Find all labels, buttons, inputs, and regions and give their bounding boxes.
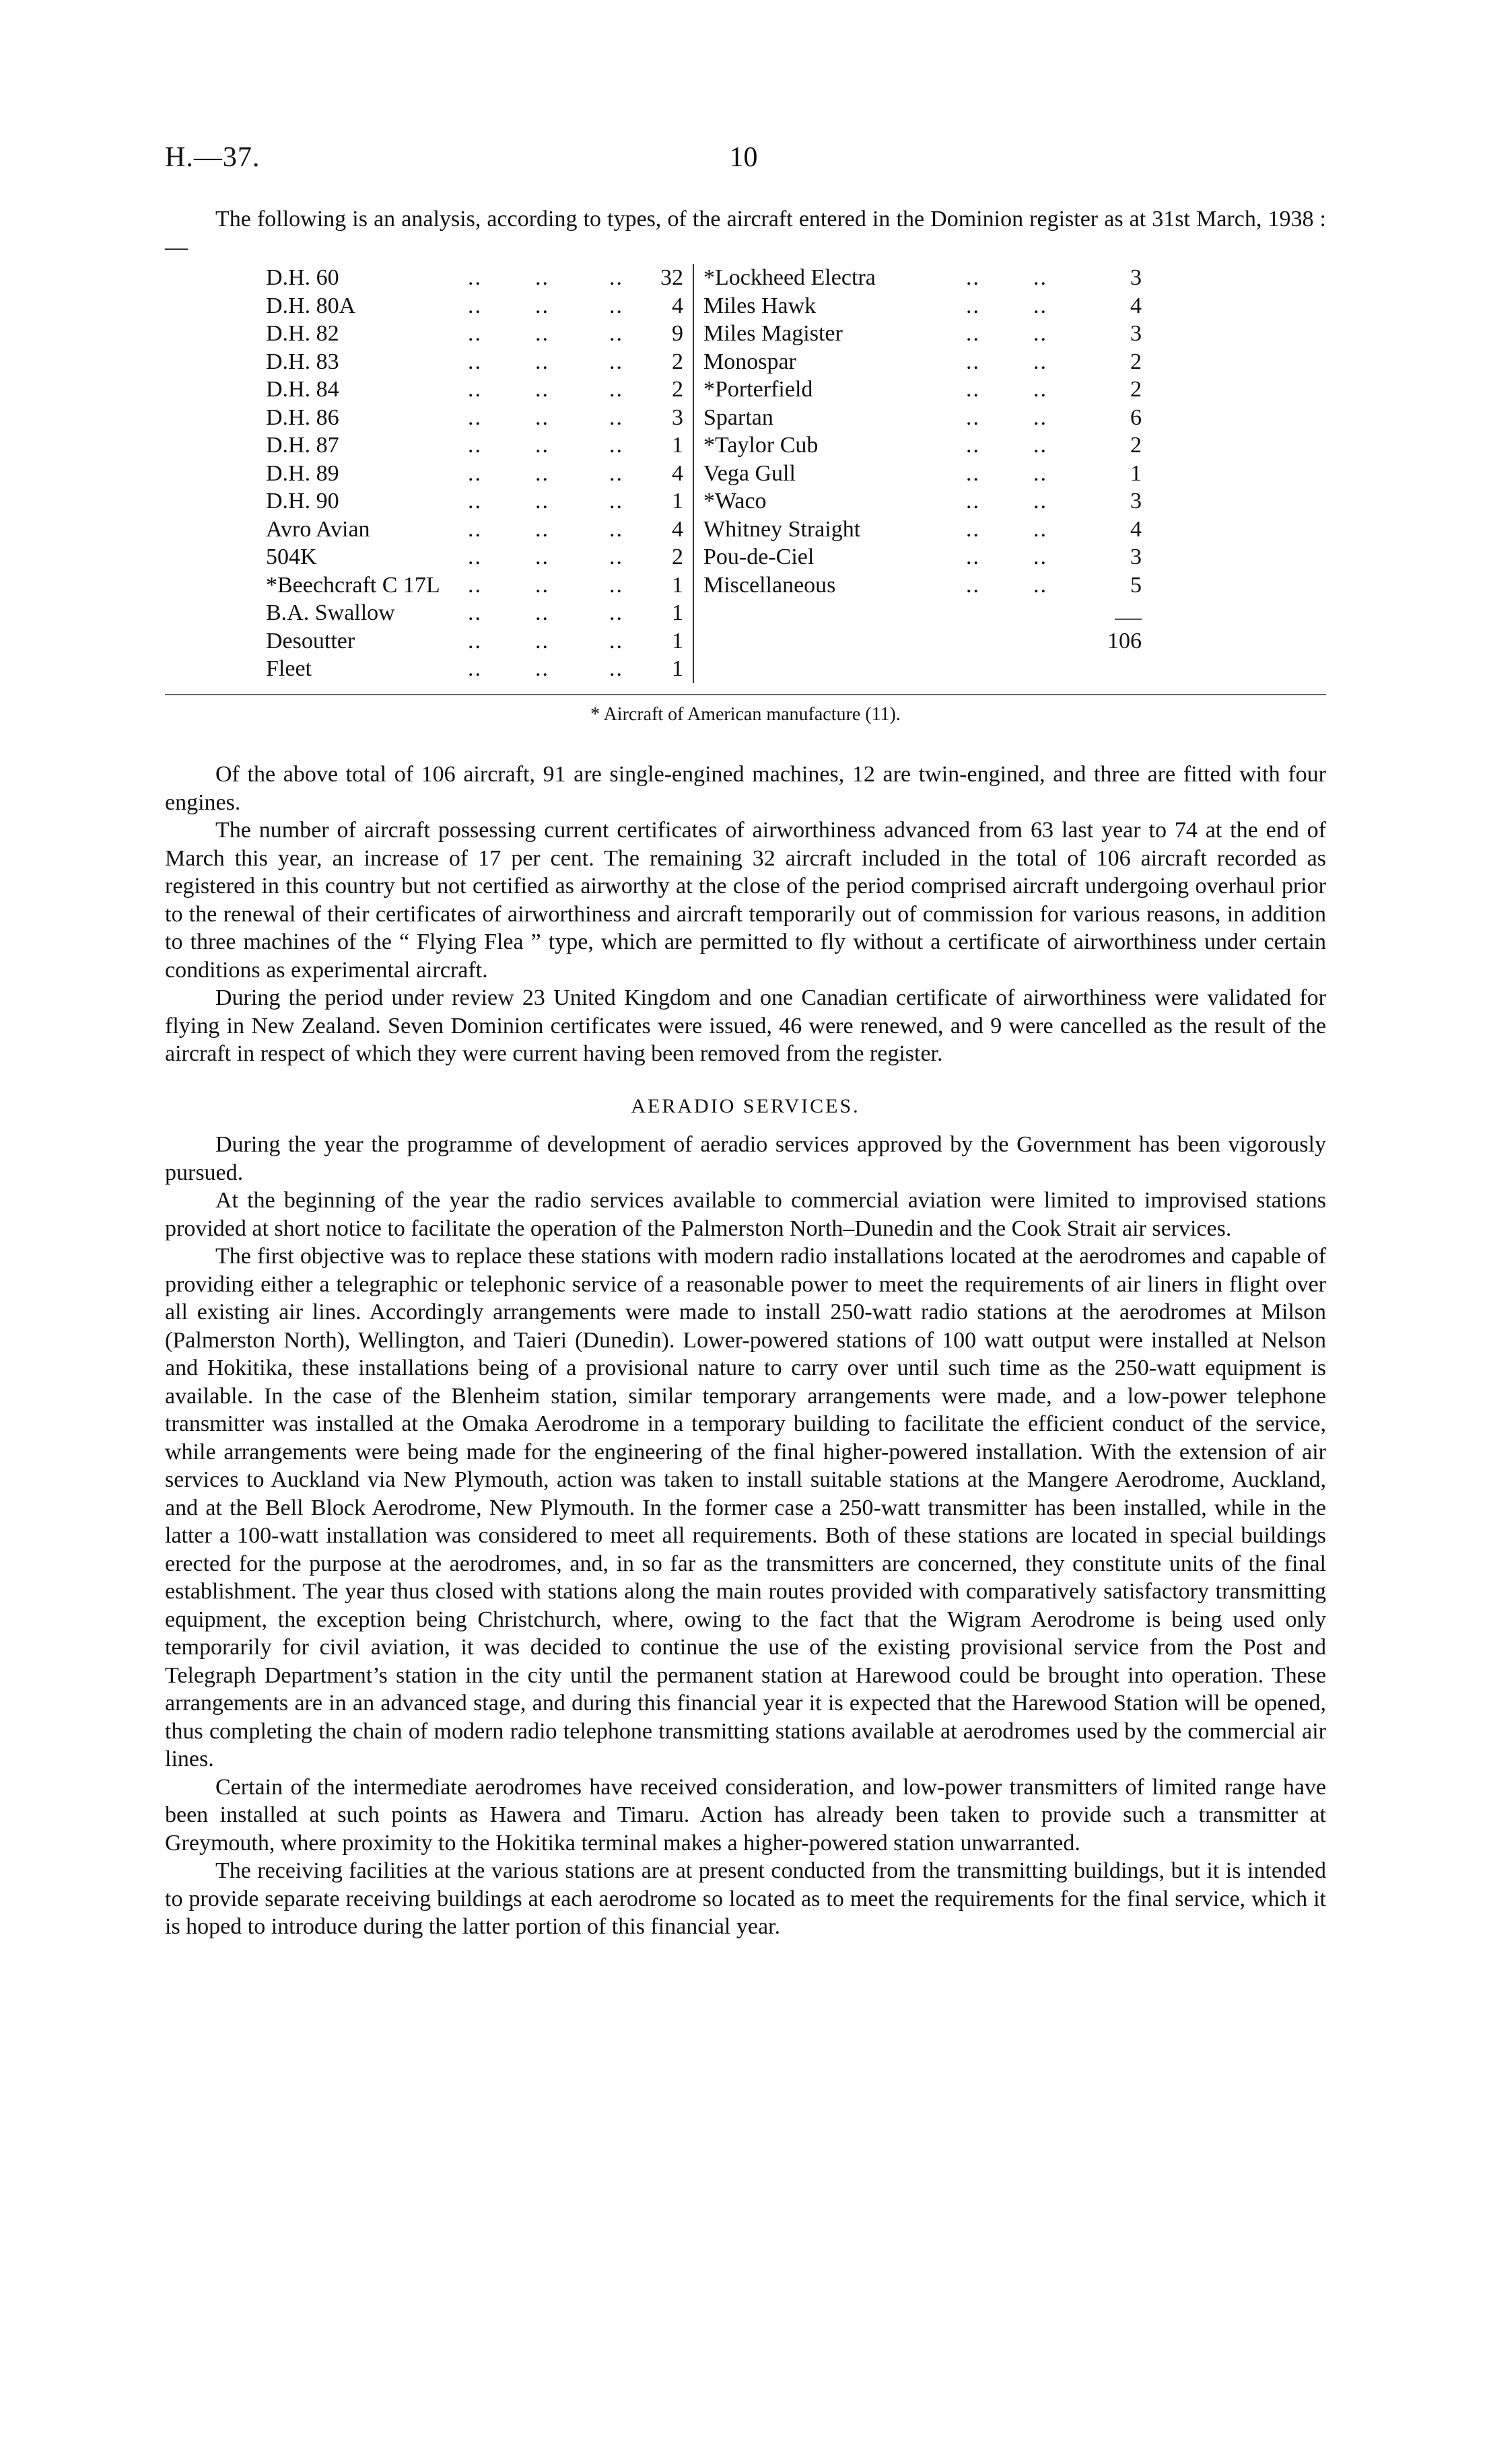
leader-dots: .. bbox=[468, 628, 482, 654]
aircraft-type: D.H. 82 bbox=[266, 321, 339, 346]
leader-dots: .. bbox=[1033, 404, 1047, 430]
leader-dots: .. bbox=[535, 628, 549, 654]
aircraft-count: 4 bbox=[672, 516, 683, 542]
page-number: 10 bbox=[729, 142, 758, 173]
aircraft-count: 1 bbox=[672, 433, 683, 458]
leader-dots: .. bbox=[609, 516, 623, 542]
aircraft-count: 3 bbox=[1130, 544, 1142, 569]
column-separator bbox=[693, 264, 703, 292]
table-row bbox=[266, 431, 1142, 460]
leader-dots: .. bbox=[966, 265, 980, 290]
table-row bbox=[266, 627, 1142, 656]
leader-dots: .. bbox=[1033, 516, 1047, 542]
aircraft-count: 4 bbox=[1130, 516, 1142, 542]
body-paragraph: Of the above total of 106 aircraft, 91 are single-engined machines, 12 are twin-engined, and three are fitted with four engines. bbox=[165, 762, 1326, 815]
leader-dots: .. bbox=[1033, 377, 1047, 402]
aircraft-type: D.H. 86 bbox=[266, 404, 339, 430]
aircraft-count: 1 bbox=[672, 656, 683, 681]
leader-dots: .. bbox=[468, 460, 482, 486]
leader-dots: .. bbox=[609, 656, 623, 681]
leader-dots: .. bbox=[966, 404, 980, 430]
aircraft-count: 4 bbox=[672, 293, 683, 318]
leader-dots: .. bbox=[966, 349, 980, 374]
aircraft-types-table bbox=[266, 264, 1142, 683]
leader-dots: .. bbox=[468, 377, 482, 402]
leader-dots: .. bbox=[609, 489, 623, 514]
aircraft-type: Pou-de-Ciel bbox=[703, 544, 815, 569]
leader-dots: .. bbox=[535, 460, 549, 486]
leader-dots: .. bbox=[966, 377, 980, 402]
aircraft-type: *Taylor Cub bbox=[703, 433, 819, 458]
leader-dots: .. bbox=[609, 377, 623, 402]
aircraft-count: 6 bbox=[1130, 404, 1142, 430]
aircraft-count: 1 bbox=[672, 600, 683, 625]
leader-dots: .. bbox=[1033, 349, 1047, 374]
page-content bbox=[165, 205, 1326, 1941]
total-count: 106 bbox=[1107, 628, 1142, 654]
aircraft-type: *Lockheed Electra bbox=[703, 265, 876, 290]
aircraft-type: Whitney Straight bbox=[703, 516, 861, 542]
leader-dots: .. bbox=[1033, 265, 1047, 290]
total-rule-line bbox=[1115, 619, 1142, 620]
table-row bbox=[266, 376, 1142, 404]
aircraft-type: D.H. 84 bbox=[266, 377, 339, 402]
leader-dots: .. bbox=[468, 433, 482, 458]
page-header bbox=[165, 141, 1322, 182]
aircraft-count: 3 bbox=[1130, 321, 1142, 346]
leader-dots: .. bbox=[966, 321, 980, 346]
aircraft-count: 1 bbox=[672, 572, 683, 598]
aircraft-count: 2 bbox=[1130, 349, 1142, 374]
leader-dots: .. bbox=[609, 293, 623, 318]
aircraft-count: 2 bbox=[672, 544, 683, 569]
leader-dots: .. bbox=[535, 433, 549, 458]
aircraft-type: Miles Magister bbox=[703, 321, 843, 346]
leader-dots: .. bbox=[535, 321, 549, 346]
table-footnote: * Aircraft of American manufacture (11). bbox=[590, 703, 901, 725]
leader-dots: .. bbox=[535, 404, 549, 430]
column-separator bbox=[693, 348, 703, 376]
airworthiness-section bbox=[165, 761, 1326, 1068]
aircraft-type: *Porterfield bbox=[703, 377, 813, 402]
leader-dots: .. bbox=[609, 404, 623, 430]
aircraft-type: Fleet bbox=[266, 656, 312, 681]
column-separator bbox=[693, 292, 703, 320]
aircraft-type: D.H. 90 bbox=[266, 489, 339, 514]
blank-cell bbox=[703, 627, 966, 656]
table-row bbox=[266, 292, 1142, 320]
leader-dots: .. bbox=[468, 404, 482, 430]
aircraft-type: Miles Hawk bbox=[703, 293, 817, 318]
table-row bbox=[266, 348, 1142, 376]
leader-dots: .. bbox=[1033, 460, 1047, 486]
leader-dots: .. bbox=[1033, 293, 1047, 318]
blank-cell bbox=[1033, 627, 1107, 656]
table-row bbox=[266, 655, 1142, 683]
column-separator bbox=[693, 599, 703, 627]
table-row bbox=[266, 264, 1142, 292]
leader-dots: .. bbox=[609, 460, 623, 486]
column-separator bbox=[693, 487, 703, 516]
leader-dots: .. bbox=[966, 489, 980, 514]
aircraft-type: B.A. Swallow bbox=[266, 600, 395, 625]
table-row bbox=[266, 599, 1142, 627]
leader-dots: .. bbox=[535, 600, 549, 625]
aircraft-count: 9 bbox=[672, 321, 683, 346]
leader-dots: .. bbox=[468, 572, 482, 598]
leader-dots: .. bbox=[609, 349, 623, 374]
aircraft-count: 2 bbox=[672, 377, 683, 402]
leader-dots: .. bbox=[468, 516, 482, 542]
aircraft-count: 5 bbox=[1130, 572, 1142, 598]
aircraft-type: D.H. 83 bbox=[266, 349, 339, 374]
aircraft-type: D.H. 80A bbox=[266, 293, 356, 318]
leader-dots: .. bbox=[468, 265, 482, 290]
leader-dots: .. bbox=[1033, 489, 1047, 514]
body-paragraph: The receiving facilities at the various stations are at present conducted from the transmitting buildings, but it is intended to provide separate receiving buildings at each aerodrome so located as to meet the requirements for the final service, which it is hoped to introduce during the latter portion of this financial year. bbox=[165, 1858, 1326, 1939]
aircraft-type: *Beechcraft C 17L bbox=[266, 572, 440, 598]
aircraft-type: Monospar bbox=[703, 349, 796, 374]
blank-cell bbox=[966, 599, 1033, 627]
leader-dots: .. bbox=[1033, 572, 1047, 598]
leader-dots: .. bbox=[535, 265, 549, 290]
aircraft-type: D.H. 89 bbox=[266, 460, 339, 486]
leader-dots: .. bbox=[535, 572, 549, 598]
leader-dots: .. bbox=[468, 349, 482, 374]
column-separator bbox=[693, 320, 703, 348]
aircraft-count: 1 bbox=[1130, 460, 1142, 486]
column-separator bbox=[693, 431, 703, 460]
leader-dots: .. bbox=[1033, 433, 1047, 458]
blank-cell bbox=[1033, 599, 1107, 627]
leader-dots: .. bbox=[609, 572, 623, 598]
leader-dots: .. bbox=[468, 656, 482, 681]
intro-paragraph: The following is an analysis, according to types, of the aircraft entered in the Dominion register as at 31st March, 1938 :— bbox=[165, 207, 1326, 260]
leader-dots: .. bbox=[1033, 321, 1047, 346]
column-separator bbox=[693, 627, 703, 656]
leader-dots: .. bbox=[468, 489, 482, 514]
blank-cell bbox=[1033, 655, 1107, 683]
leader-dots: .. bbox=[609, 600, 623, 625]
aircraft-type: Vega Gull bbox=[703, 460, 796, 486]
aircraft-count: 3 bbox=[1130, 489, 1142, 514]
blank-cell bbox=[1107, 655, 1142, 683]
leader-dots: .. bbox=[535, 489, 549, 514]
leader-dots: .. bbox=[609, 321, 623, 346]
leader-dots: .. bbox=[609, 628, 623, 654]
body-paragraph: Certain of the intermediate aerodromes have received consideration, and low-power transmitters of limited range have been installed at such points as Hawera and Timaru. Action has already been taken to provide such a transmitter at Greymouth, where proximity to the Hokitika terminal makes a higher-powered station unwarranted. bbox=[165, 1774, 1326, 1856]
leader-dots: .. bbox=[535, 349, 549, 374]
table-row bbox=[266, 571, 1142, 600]
leader-dots: .. bbox=[468, 600, 482, 625]
aircraft-count: 32 bbox=[660, 265, 683, 290]
aircraft-count: 3 bbox=[672, 404, 683, 430]
leader-dots: .. bbox=[966, 460, 980, 486]
leader-dots: .. bbox=[966, 572, 980, 598]
leader-dots: .. bbox=[966, 293, 980, 318]
aircraft-type: D.H. 60 bbox=[266, 265, 339, 290]
page-reference: H.—37. bbox=[165, 142, 261, 173]
total-rule bbox=[1107, 599, 1142, 627]
column-separator bbox=[693, 655, 703, 683]
leader-dots: .. bbox=[468, 544, 482, 569]
aeradio-section bbox=[165, 1131, 1326, 1941]
aircraft-type: *Waco bbox=[703, 489, 767, 514]
leader-dots: .. bbox=[609, 433, 623, 458]
aircraft-count: 2 bbox=[1130, 433, 1142, 458]
table-row bbox=[266, 516, 1142, 544]
column-separator bbox=[693, 460, 703, 488]
leader-dots: .. bbox=[966, 433, 980, 458]
leader-dots: .. bbox=[609, 544, 623, 569]
leader-dots: .. bbox=[535, 293, 549, 318]
leader-dots: .. bbox=[468, 293, 482, 318]
aircraft-count: 3 bbox=[1130, 265, 1142, 290]
column-separator bbox=[693, 543, 703, 571]
blank-cell bbox=[703, 599, 966, 627]
blank-cell bbox=[703, 655, 966, 683]
column-separator bbox=[693, 376, 703, 404]
body-paragraph: During the period under review 23 United Kingdom and one Canadian certificate of airworthiness were validated for flying in New Zealand. Seven Dominion certificates were issued, 46 were renewed, and 9 were cancelled as the result of the aircraft in respect of which they were current having been removed from the register. bbox=[165, 985, 1326, 1066]
column-separator bbox=[693, 571, 703, 600]
aircraft-types-table-wrap bbox=[165, 264, 1326, 683]
aircraft-count: 4 bbox=[1130, 293, 1142, 318]
table-row bbox=[266, 460, 1142, 488]
body-paragraph: At the beginning of the year the radio services available to commercial aviation were limited to improvised stations provided at short notice to facilitate the operation of the Palmerston North–Dunedin and the Cook Strait air services. bbox=[165, 1188, 1326, 1241]
table-row bbox=[266, 320, 1142, 348]
table-row bbox=[266, 404, 1142, 432]
leader-dots: .. bbox=[1033, 544, 1047, 569]
leader-dots: .. bbox=[468, 321, 482, 346]
leader-dots: .. bbox=[966, 544, 980, 569]
leader-dots: .. bbox=[535, 544, 549, 569]
aircraft-count: 2 bbox=[672, 349, 683, 374]
blank-cell bbox=[966, 655, 1033, 683]
aircraft-type: Desoutter bbox=[266, 628, 355, 654]
aircraft-count: 2 bbox=[1130, 377, 1142, 402]
table-row bbox=[266, 487, 1142, 516]
body-paragraph: The number of aircraft possessing current certificates of airworthiness advanced from 63 last year to 74 at the end of March this year, an increase of 17 per cent. The remaining 32 aircraft included in the total of 106 aircraft recorded as registered in this country but not certified as airworthy at the close of the period comprised aircraft undergoing overhaul prior to the renewal of their certificates of airworthiness and aircraft temporarily out of commission for various reasons, in addition to three machines of the “ Flying Flea ” type, which are permitted to fly without a certificate of airworthiness under certain conditions as experimental aircraft. bbox=[165, 818, 1326, 983]
column-separator bbox=[693, 404, 703, 432]
leader-dots: .. bbox=[609, 265, 623, 290]
column-separator bbox=[693, 516, 703, 544]
aircraft-count: 1 bbox=[672, 489, 683, 514]
table-rule bbox=[165, 694, 1326, 695]
leader-dots: .. bbox=[966, 516, 980, 542]
blank-cell bbox=[966, 627, 1033, 656]
body-paragraph: During the year the programme of development of aeradio services approved by the Government has been vigorously pursued. bbox=[165, 1132, 1326, 1185]
aircraft-type: Avro Avian bbox=[266, 516, 370, 542]
aircraft-type: 504K bbox=[266, 544, 317, 569]
leader-dots: .. bbox=[535, 377, 549, 402]
aircraft-type: D.H. 87 bbox=[266, 433, 339, 458]
aircraft-count: 4 bbox=[672, 460, 683, 486]
section-title-aeradio: AERADIO SERVICES. bbox=[631, 1094, 860, 1117]
aircraft-type: Spartan bbox=[703, 404, 773, 430]
aircraft-type: Miscellaneous bbox=[703, 572, 836, 598]
leader-dots: .. bbox=[535, 656, 549, 681]
leader-dots: .. bbox=[535, 516, 549, 542]
body-paragraph: The first objective was to replace these stations with modern radio installations located at the aerodromes and capable of providing either a telegraphic or telephonic service of a reasonable power to meet the requirements of air liners in flight over all existing air lines. Accordingly arrangements were made to install 250-watt radio stations at the aerodromes at Milson (Palmerston North), Wellington, and Taieri (Dunedin). Lower-powered stations of 100 watt output were installed at Nelson and Hokitika, these installations being of a provisional nature to carry over until such time as the 250-watt equipment is available. In the case of the Blenheim station, similar temporary arrangements were made, and a low-power telephone transmitter was installed at the Omaka Aerodrome in a temporary building to facilitate the efficient conduct of the service, while arrangements were being made for the engineering of the final higher-powered installation. With the extension of air services to Auckland via New Plymouth, action was taken to install suitable stations at the Mangere Aerodrome, Auckland, and at the Bell Block Aerodrome, New Plymouth. In the former case a 250-watt transmitter has been installed, while in the latter a 100-watt installation was considered to meet all requirements. Both of these stations are located in special buildings erected for the purpose at the aerodromes, and, in so far as the transmitters are concerned, they constitute units of the final establishment. The year thus closed with stations along the main routes provided with comparatively satisfactory transmitting equipment, the exception being Christchurch, where, owing to the fact that the Wigram Aerodrome is being used only temporarily for civil aviation, it was decided to continue the use of the existing provisional service from the Post and Telegraph Department’s station in the city until the permanent station at Harewood could be brought into operation. These arrangements are in an advanced stage, and during this financial year it is expected that the Harewood Station will be opened, thus completing the chain of modern radio telephone transmitting stations available at aerodromes used by the commercial air lines. bbox=[165, 1244, 1326, 1771]
aircraft-count: 1 bbox=[672, 628, 683, 654]
table-row bbox=[266, 543, 1142, 571]
